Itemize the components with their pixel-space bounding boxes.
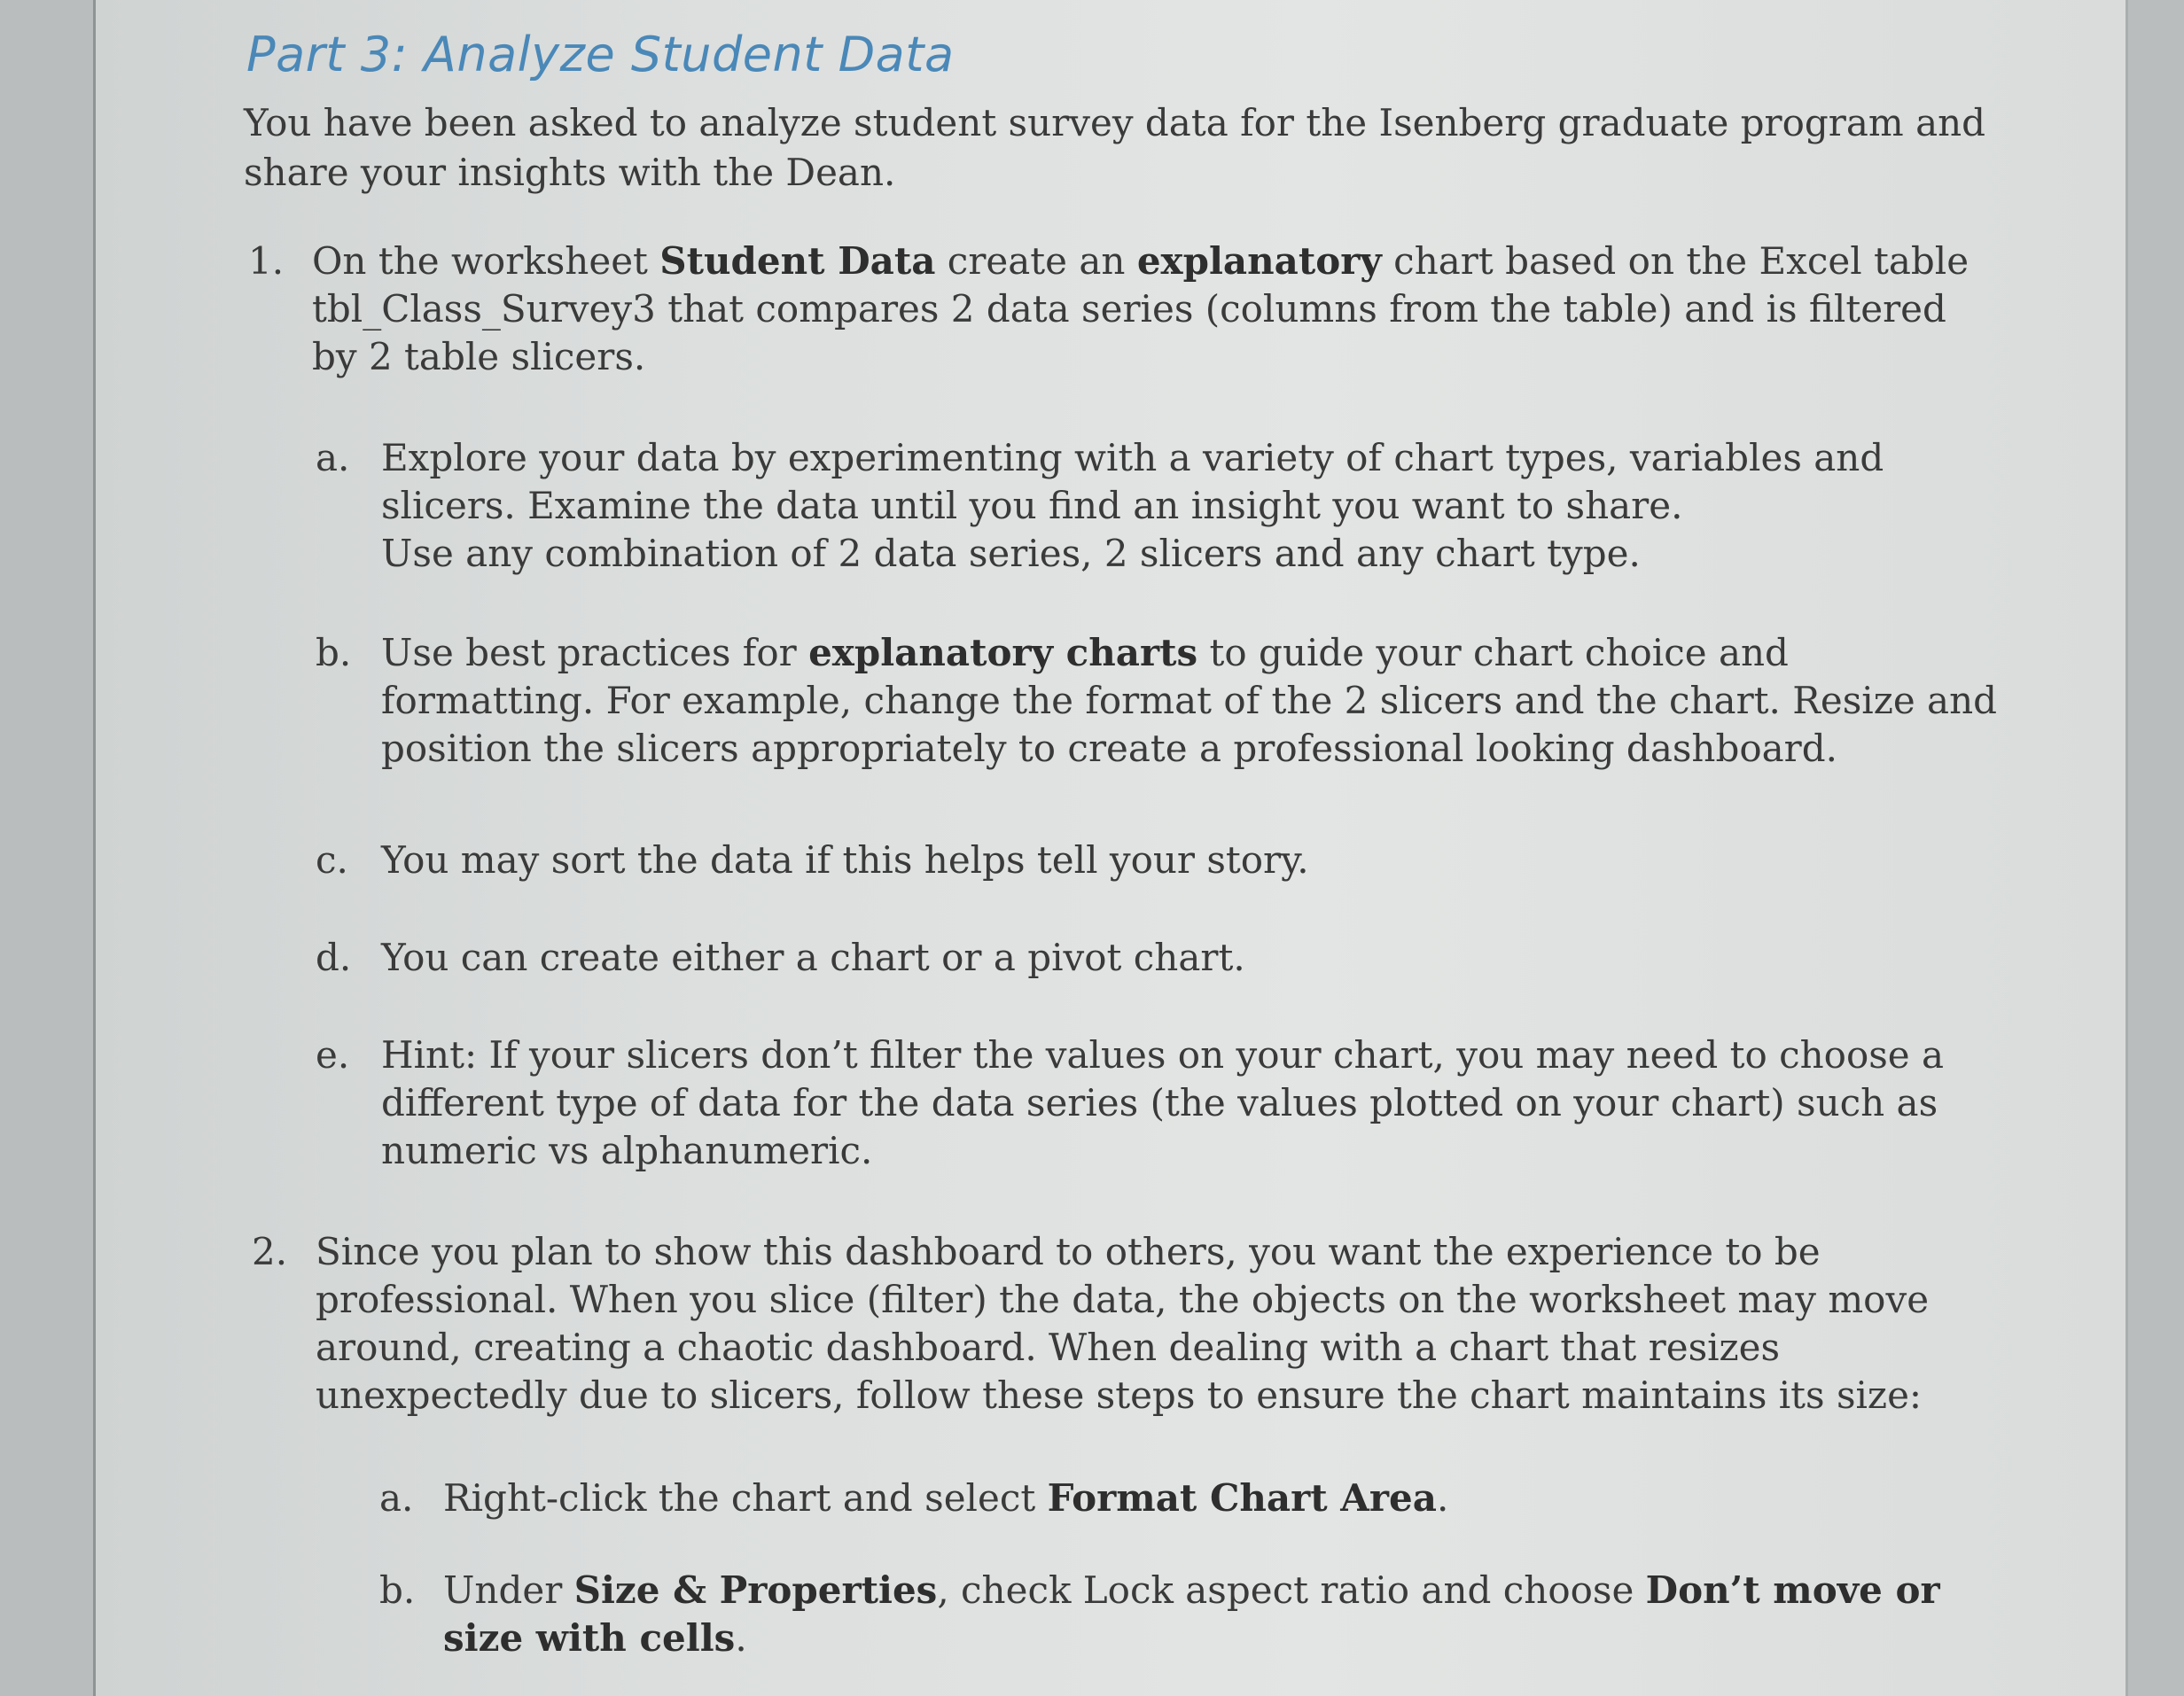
item-2a-text: Right-click the chart and select Format Chart Area. [443,1476,1449,1520]
item-1a-marker: a. [316,436,350,479]
worksheet-name: Student Data [659,239,936,283]
item-2a-marker: a. [379,1476,414,1520]
item-1b-marker: b. [316,631,352,674]
item-1-line-1: On the worksheet Student Data create an explanatory chart based on the Excel table [312,239,1970,283]
item-1a-line-3: Use any combination of 2 data series, 2 slicers and any chart type. [381,532,1641,575]
item-1a-line-2: slicers. Examine the data until you find an insight you want to share. [381,484,1683,527]
item-1a-line-1: Explore your data by experimenting with a variety of chart types, variables and [381,436,1884,479]
item-2-line-3: around, creating a chaotic dashboard. When dealing with a chart that resizes [316,1326,1781,1369]
item-1-marker: 1. [248,239,285,283]
item-1d-marker: d. [316,936,352,979]
item-1e-line-3: numeric vs alphanumeric. [381,1129,873,1172]
intro-line-2: share your insights with the Dean. [244,151,896,194]
item-2-line-1: Since you plan to show this dashboard to others, you want the experience to be [316,1230,1821,1273]
item-2-line-2: professional. When you slice (filter) the data, the objects on the worksheet may move [316,1278,1930,1321]
item-1b-line-3: position the slicers appropriately to create a professional looking dashboard. [381,727,1837,770]
size-properties-term: Size & Properties [573,1568,938,1612]
item-2-marker: 2. [252,1230,288,1273]
item-1d-text: You can create either a chart or a pivot chart. [381,936,1245,979]
item-1e-marker: e. [316,1033,350,1077]
item-1b-line-2: formatting. For example, change the format of the 2 slicers and the chart. Resize and [381,679,1998,722]
intro-line-1: You have been asked to analyze student survey data for the Isenberg graduate program and [244,101,1986,144]
item-2b-line-1: Under Size & Properties, check Lock aspect ratio and choose Don’t move or [443,1568,1940,1612]
item-2b-marker: b. [379,1568,416,1612]
item-1e-line-1: Hint: If your slicers don’t filter the values on your chart, you may need to choose a [381,1033,1945,1077]
part-heading: Part 3: Analyze Student Data [246,27,955,82]
item-1b-line-1: Use best practices for explanatory charts to guide your chart choice and [381,631,1789,674]
item-1-line-3: by 2 table slicers. [312,335,646,378]
dont-move-term: Don’t move or [1645,1568,1940,1612]
item-1c-marker: c. [316,838,348,882]
explanatory-charts-term: explanatory charts [808,631,1198,674]
item-1-line-2: tbl_Class_Survey3 that compares 2 data series (columns from the table) and is filtered [312,287,1946,331]
item-2-line-4: unexpectedly due to slicers, follow these steps to ensure the chart maintains its size: [316,1373,1923,1417]
item-1c-text: You may sort the data if this helps tell your story. [381,838,1309,882]
item-1e-line-2: different type of data for the data series (the values plotted on your chart) such as [381,1081,1938,1124]
format-chart-area-term: Format Chart Area [1047,1476,1437,1520]
item-2b-line-2: size with cells. [443,1616,747,1660]
explanatory-term: explanatory [1136,239,1382,283]
